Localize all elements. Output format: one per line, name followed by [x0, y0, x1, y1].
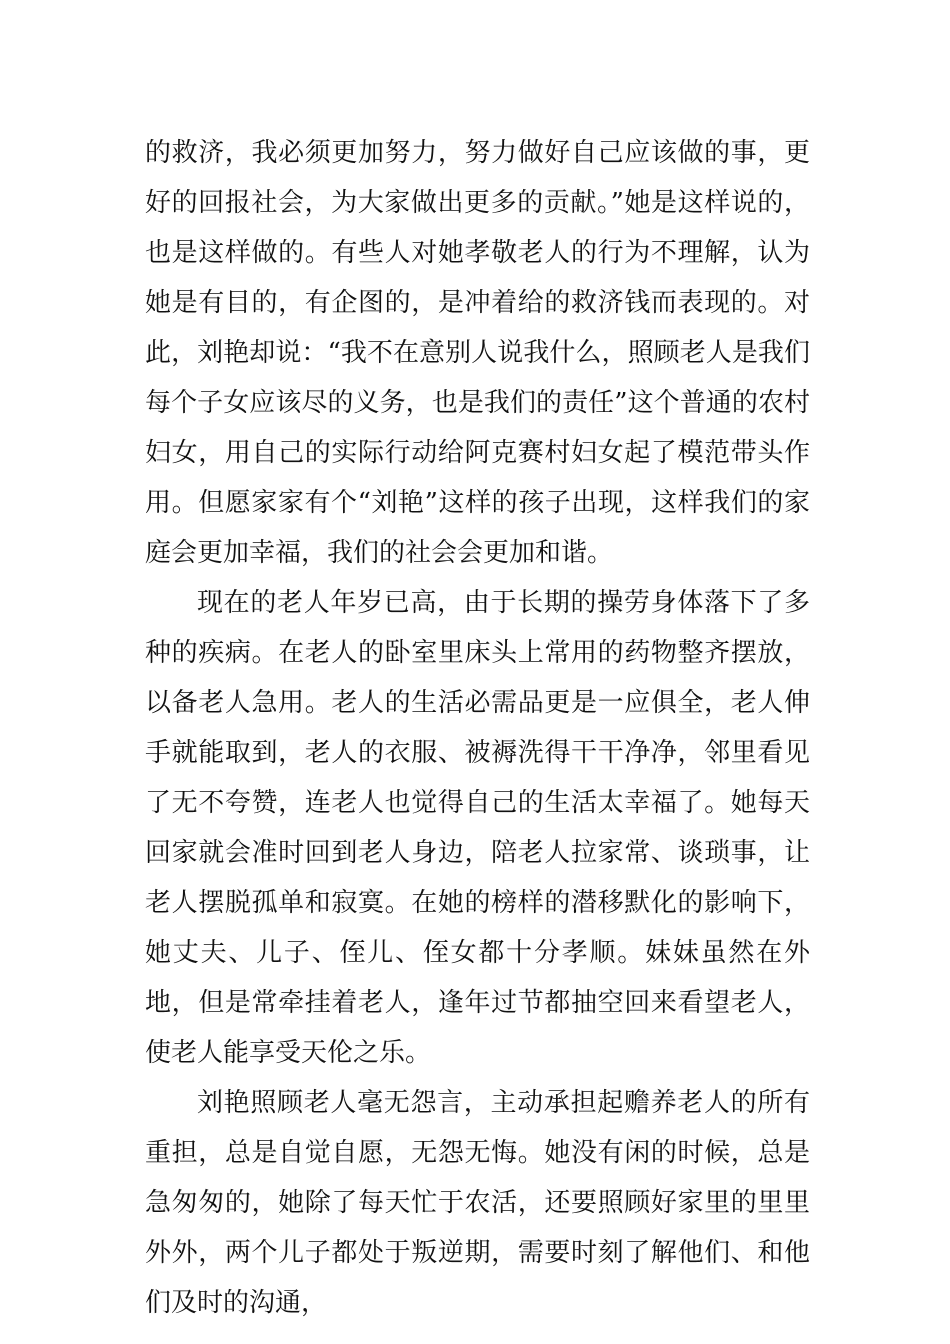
paragraph-2: 现在的老人年岁已高，由于长期的操劳身体落下了多种的疾病。在老人的卧室里床头上常用的药物整齐摆放，以备老人急用。老人的生活必需品更是一应俱全，老人伸手就能取到，老人的衣服、被褥洗得干干净净，邻里看见了无不夸赞，连老人也觉得自己的生活太幸福了。她每天回家就会准时回到老人身边，陪老人拉家常、谈琐事，让老人摆脱孤单和寂寞。在她的榜样的潜移默化的影响下，她丈夫、儿子、侄儿、侄女都十分孝顺。妹妹虽然在外地，但是常牵挂着老人，逢年过节都抽空回来看望老人，使老人能享受天伦之乐。 [145, 588, 810, 1068]
paragraph-1: 的救济，我必须更加努力，努力做好自己应该做的事，更好的回报社会，为大家做出更多的贡献。”她是这样说的，也是这样做的。有些人对她孝敬老人的行为不理解，认为她是有目的，有企图的，是冲着给的救济钱而表现的。对此，刘艳却说：“我不在意别人说我什么，照顾老人是我们每个子女应该尽的义务，也是我们的责任”这个普通的农村妇女，用自己的实际行动给阿克赛村妇女起了模范带头作用。但愿家家有个“刘艳”这样的孩子出现，这样我们的家庭会更加幸福，我们的社会会更加和谐。 [145, 138, 810, 568]
paragraph-3: 刘艳照顾老人毫无怨言，主动承担起赡养老人的所有重担，总是自觉自愿，无怨无悔。她没有闲的时候，总是急匆匆的，她除了每天忙于农活，还要照顾好家里的里里外外，两个儿子都处于叛逆期，需要时刻了解他们、和他们及时的沟通， [145, 1088, 810, 1318]
document-page [145, 128, 810, 1328]
